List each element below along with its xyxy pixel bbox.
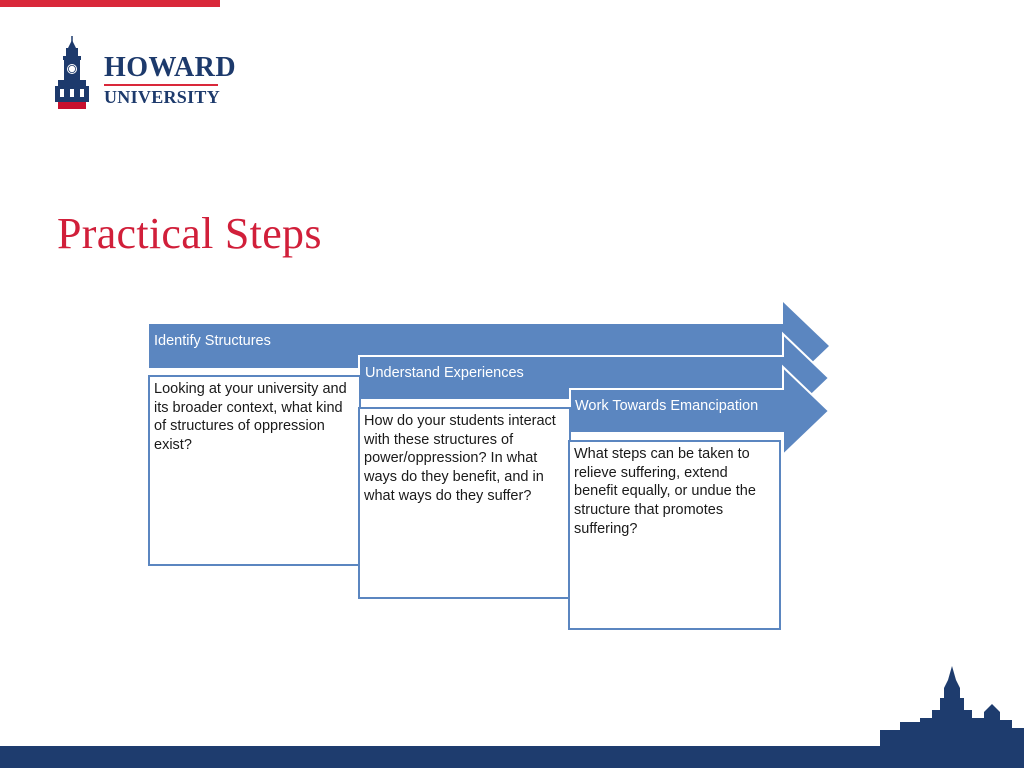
page-title: Practical Steps [57,209,322,258]
step-1-description: Looking at your university and its broader context, what kind of structures of oppression exist? [148,375,361,566]
step-2-description: How do your students interact with these structures of power/oppression? In what ways do they benefit, and in what ways do they suffer? [358,407,571,599]
logo-line2: UNIVERSITY [104,87,221,107]
footer-band [0,746,1024,768]
step-3-description: What steps can be taken to relieve suffering, extend benefit equally, or undue the structure that promotes suffering? [568,440,781,630]
step-1-label: Identify Structures [154,333,271,349]
logo-line1: HOWARD [104,52,237,83]
campus-skyline-silhouette [880,660,1024,750]
step-2-label: Understand Experiences [365,365,524,381]
step-3-label: Work Towards Emancipation [575,398,759,414]
